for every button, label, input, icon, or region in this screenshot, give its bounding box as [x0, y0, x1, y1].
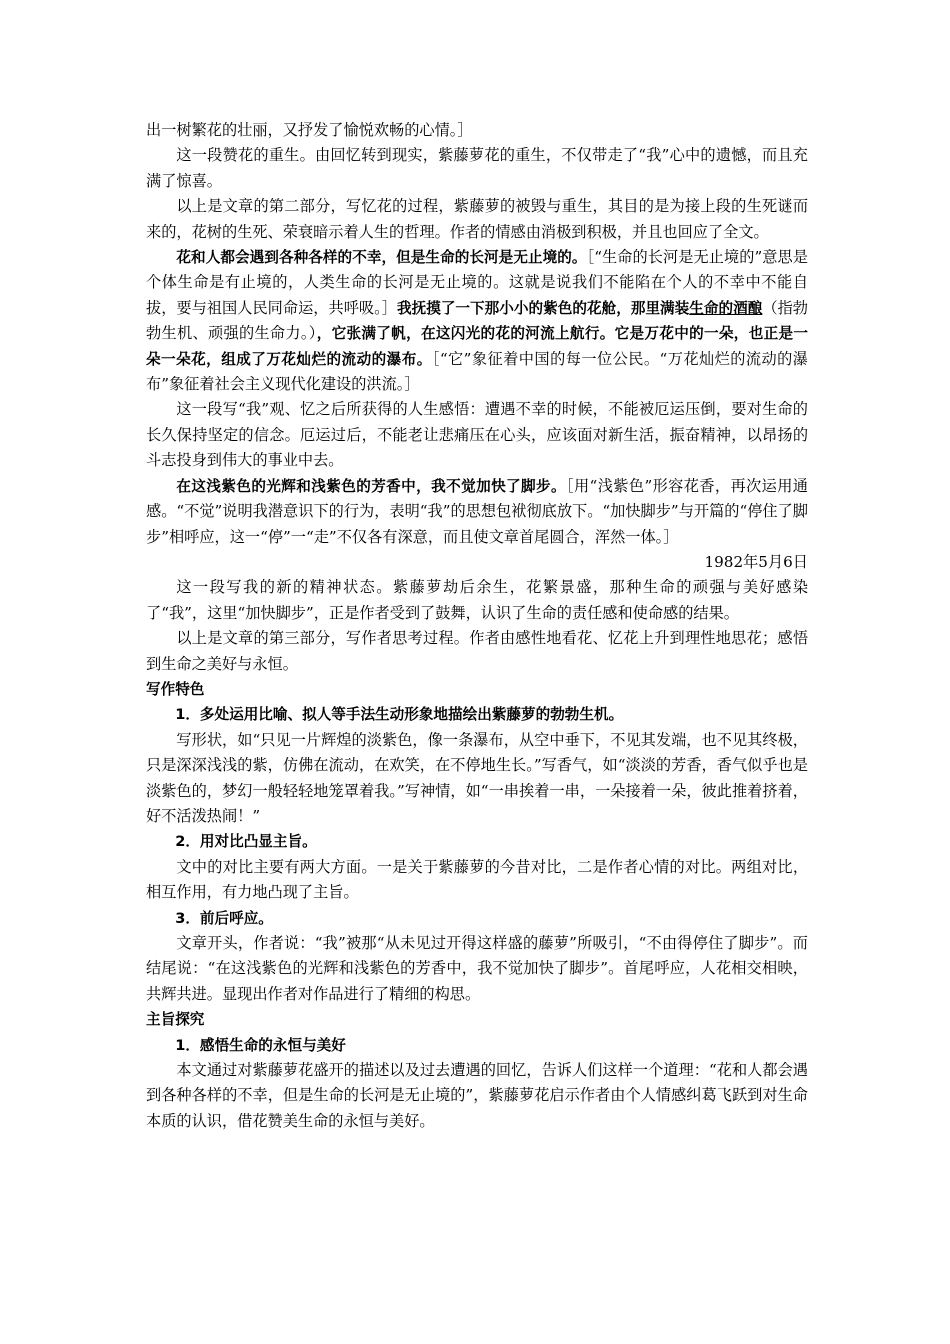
paragraph: 写形状，如“只见一片辉煌的淡紫色，像一条瀑布，从空中垂下，不见其发端，也不见其终极，只是深深浅浅的紫，仿佛在流动，在欢笑，在不停地生长。”写香气，如“淡淡的芳香，香气似乎也是淡紫色的，梦幻一般轻轻地笼罩着我。”写神情，如“一串挨着一串，一朵接着一朵，彼此推着挤着，好不活泼热闹！” [146, 730, 808, 825]
paragraph: 文中的对比主要有两大方面。一是关于紫藤萝的今昔对比，二是作者心情的对比。两组对比，相互作用，有力地凸现了主旨。 [146, 857, 808, 902]
subheading: 2．用对比凸显主旨。 [175, 833, 317, 851]
subheading: 3．前后呼应。 [175, 909, 273, 927]
paragraph: 这一段写“我”观、忆之后所获得的人生感悟：遭遇不幸的时候，不能被厄运压倒，要对生命的长久保持坚定的信念。厄运过后，不能老让悲痛压在心头，应该面对新生活，振奋精神，以昂扬的斗志投身到伟大的事业中去。 [146, 400, 808, 470]
date-line: 1982年5月6日 [704, 552, 808, 571]
subheading: 1．多处运用比喻、拟人等手法生动形象地描绘出紫藤萝的勃勃生机。 [175, 706, 624, 724]
bold-quote: 我抚摸了一下那小小的紫色的花舱，那里满装 [396, 299, 690, 317]
document-page [146, 118, 808, 1134]
paragraph: 以上是文章的第三部分，写作者思考过程。作者由感性地看花、忆花上升到理性地思花；感悟到生命之美好与永恒。 [146, 629, 808, 673]
paragraph: 以上是文章的第二部分，写忆花的过程，紫藤萝的被毁与重生，其目的是为接上段的生死谜而来的，花树的生死、荣衰暗示着人生的哲理。作者的情感由消极到积极，并且也回应了全文。 [146, 197, 808, 241]
annotation: （指勃勃生机、顽强的生命力。） [146, 298, 808, 343]
bold-quote: 在这浅紫色的光辉和浅紫色的芳香中，我不觉加快了脚步。 [176, 477, 566, 495]
paragraph: 本文通过对紫藤萝花盛开的描述以及过去遭遇的回忆，告诉人们这样一个道理：“花和人都会遇到各种各样的不幸，但是生命的长河是无止境的”，紫藤萝花启示作者由个人情感纠葛飞跃到对生命本质的认识，借花赞美生命的永恒与美好。 [146, 1061, 808, 1130]
paragraph: 这一段赞花的重生。由回忆转到现实，紫藤萝花的重生，不仅带走了“我”心中的遗憾，而且充满了惊喜。 [146, 146, 808, 190]
paragraph: 出一树繁花的壮丽，又抒发了愉悦欢畅的心情。］ [146, 121, 473, 139]
subheading: 1．感悟生命的永恒与美好 [175, 1036, 346, 1054]
annotation: ［用“浅紫色”形容花香，再次运用通感。“不觉”说明我潜意识下的行为，表明“我”的思想包袱彻底放下。“加快脚步”与开篇的“停住了脚步”相呼应，这一“停”一“走”不仅各有深意，而且使文章首尾圆合，浑然一体。］ [146, 476, 808, 546]
paragraph [146, 474, 808, 550]
paragraph: 文章开头，作者说：“我”被那“从未见过开得这样盛的藤萝”所吸引，“不由得停住了脚步”。而结尾说：“在这浅紫色的光辉和浅紫色的芳香中，我不觉加快了脚步”。首尾呼应，人花相交相映，共辉共进。显现出作者对作品进行了精细的构思。 [146, 934, 808, 1003]
paragraph: 这一段写我的新的精神状态。紫藤萝劫后余生，花繁景盛，那种生命的顽强与美好感染了“我”，这里“加快脚步”，正是作者受到了鼓舞，认识了生命的责任感和使命感的结果。 [146, 578, 808, 622]
bold-quote: ，它张满了帆，在这闪光的花的河流上航行。它是万花中的一朵，也正是一朵一朵花，组成了万花灿烂的流动的瀑布。 [146, 325, 808, 368]
section-heading: 主旨探究 [146, 1011, 205, 1029]
annotation: ［“生命的长河是无止境的”意思是个体生命是有止境的，人类生命的长河是无止境的。这就是说我们不能陷在个人的不幸中不能自拔，要与祖国人民同命运，共呼吸。］ [146, 248, 808, 317]
paragraph [146, 245, 808, 397]
bold-quote: 花和人都会遇到各种各样的不幸，但是生命的长河是无止境的。 [176, 249, 587, 267]
underlined-phrase: 生命的酒酿 [689, 299, 763, 317]
section-heading: 写作特色 [146, 680, 205, 698]
annotation: ［“它”象征着中国的每一位公民。“万花灿烂的流动的瀑布”象征着社会主义现代化建设的洪流。］ [146, 349, 808, 394]
